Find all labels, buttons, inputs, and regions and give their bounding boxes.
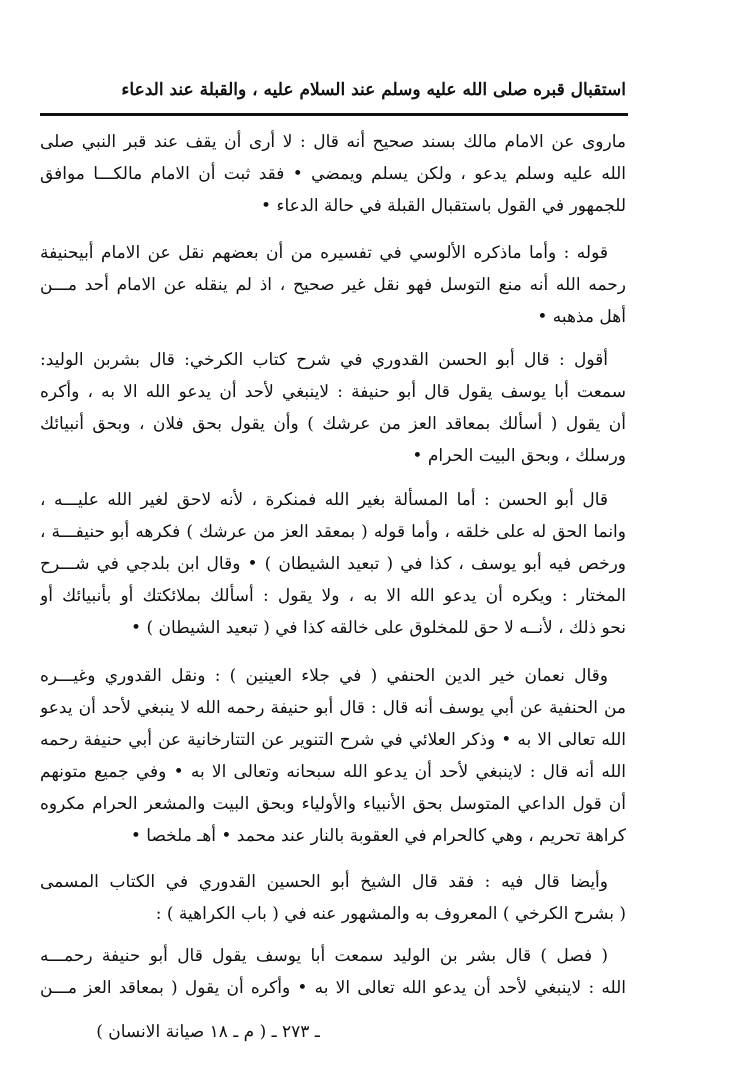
text-line: نحو ذلك ، لأنــه لا حق للمخلوق على خالقه كذا في ( تبعيد الشيطان ) •: [131, 618, 626, 638]
paragraph: [40, 484, 626, 644]
text-line: أن يقول ( أسألك بمعاقد العز من عرشك ) وأن يقول بحق فلان ، وبحق أنبيائك: [40, 414, 626, 434]
running-header: استقبال قبره صلى الله عليه وسلم عند السلام عليه ، والقبلة عند الدعاء: [121, 80, 626, 100]
paragraph: [40, 237, 626, 333]
text-line: ورسلك ، وبحق البيت الحرام •: [412, 446, 626, 466]
text-line: المختار : ويكره أن يدعو الله الا به ، ولا يقول : أسألك بملائكتك أو بأنبيائك أو: [40, 586, 626, 606]
text-line: ( فصل ) قال بشر بن الوليد سمعت أبا يوسف يقول قال أبو حنيفة رحمـــه: [40, 946, 608, 966]
text-line: قوله : وأما ماذكره الألوسي في تفسيره من أن بعضهم نقل عن الامام أبيحنيفة: [40, 243, 608, 263]
page-footer: ـ ٢٧٣ ـ ( م ـ ١٨ صيانة الانسان ): [96, 1022, 320, 1042]
text-line: أقول : قال أبو الحسن القدوري في شرح كتاب الكرخي: قال بشربن الوليد:: [40, 350, 608, 370]
text-line: قال أبو الحسن : أما المسألة بغير الله فمنكرة ، لأنه لاحق لغير الله عليـــه ،: [40, 490, 608, 510]
text-line: الله : لاينبغي لأحد أن يدعو الله تعالى الا به • وأكره أن يقول ( بمعاقد العز مـــن: [40, 978, 626, 998]
text-line: وقال نعمان خير الدين الحنفي ( في جلاء العينين ) : ونقل القدوري وغيـــره: [40, 666, 608, 686]
text-line: الله تعالى الا به • وذكر العلائي في شرح التنوير عن التتارخانية عن أبي حنيفة رحمه: [40, 730, 626, 750]
paragraph: [40, 126, 626, 222]
text-line: أن قول الداعي المتوسل بحق الأنبياء والأولياء وبحق البيت والمشعر الحرام مكروه: [40, 794, 626, 814]
text-line: للجمهور في القول باستقبال القبلة في حالة الدعاء •: [261, 196, 626, 216]
text-line: سمعت أبا يوسف يقول قال أبو حنيفة : لاينبغي لأحد أن يدعو الله الا به ، وأكره: [40, 382, 626, 402]
paragraph: [40, 866, 626, 930]
text-line: وانما الحق له على خلقه ، وأما قوله ( بمعقد العز من عرشك ) فكرهه أبو حنيفـــة ،: [40, 522, 626, 542]
text-line: أهل مذهبه •: [537, 307, 626, 327]
text-line: رحمه الله أنه منع التوسل فهو نقل غير صحيح ، اذ لم ينقله عن الامام أحد مـــن: [40, 275, 626, 295]
text-line: من الحنفية عن أبي يوسف أنه قال : قال أبو حنيفة رحمه الله لا ينبغي لأحد أن يدعو: [40, 698, 626, 718]
text-line: ورخص فيه أبو يوسف ، كذا في ( تبعيد الشيطان ) • وقال ابن بلدجي في شـــرح: [40, 554, 626, 574]
text-line: ماروى عن الامام مالك بسند صحيح أنه قال : لا أرى أن يقف عند قبر النبي صلى: [40, 132, 626, 152]
text-line: الله أنه قال : لاينبغي لأحد أن يدعو الله سبحانه وتعالى الا به • وفي جميع متونهم: [40, 762, 626, 782]
text-line: الله عليه وسلم يدعو ، ولكن يسلم ويمضي • فقد ثبت أن الامام مالكـــا موافق: [40, 164, 626, 184]
text-line: وأيضا قال فيه : فقد قال الشيخ أبو الحسين القدوري في الكتاب المسمى: [40, 872, 608, 892]
header-rule: [40, 113, 628, 116]
paragraph: [40, 940, 626, 1004]
paragraph: [40, 660, 626, 852]
text-line: كراهة تحريم ، وهي كالحرام في العقوبة بالنار عند محمد • أهـ ملخصا •: [130, 826, 626, 846]
paragraph: [40, 344, 626, 472]
text-line: ( بشرح الكرخي ) المعروف به والمشهور عنه في ( باب الكراهية ) :: [155, 904, 626, 924]
